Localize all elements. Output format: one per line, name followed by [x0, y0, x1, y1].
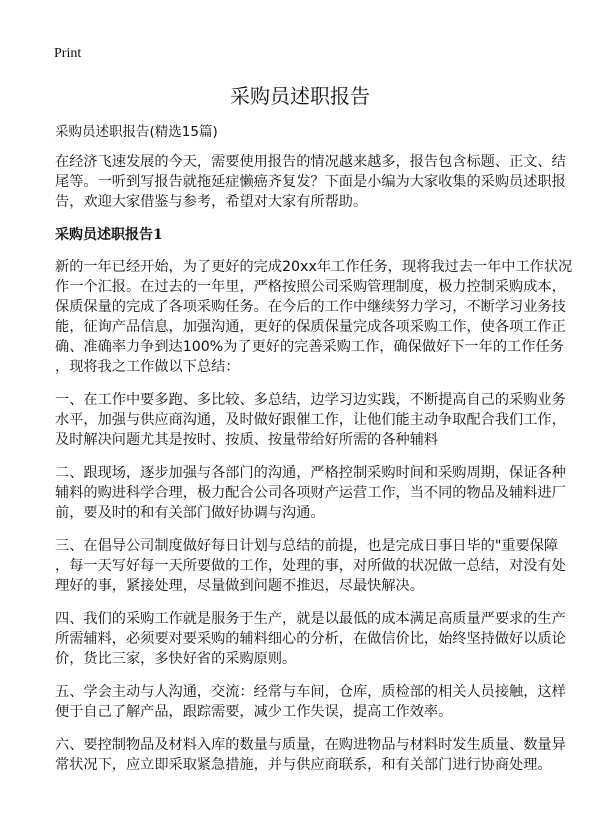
body-paragraph — [55, 536, 566, 596]
document-subtitle: 采购员述职报告(精选15篇) — [55, 124, 218, 140]
paragraph-line: 尾等。一听到写报告就拖延症懒癌齐复发？下面是小编为大家收集的采购员述职报 — [55, 174, 566, 190]
paragraph-line: 三、在倡导公司制度做好每日计划与总结的前提，也是完成日事日毕的"重要保障 — [55, 538, 559, 554]
paragraph-line: 一、在工作中要多跑、多比较、多总结，边学习边实践，不断提高自己的采购业务 — [55, 392, 566, 408]
page-title: 采购员述职报告 — [230, 84, 370, 108]
intro-paragraph — [55, 152, 566, 212]
print-link[interactable]: Print — [54, 46, 82, 61]
paragraph-line: 辅料的购进科学合理，极力配合公司各项财产运营工作，当不同的物品及辅料进厂 — [55, 485, 566, 501]
paragraph-line: 作一个汇报。在过去的一年里，严格按照公司采购管理制度，极力控制采购成本， — [55, 279, 566, 295]
paragraph-line: 六、要控制物品及材料入库的数量与质量，在购进物品与材料时发生质量、数量异 — [55, 737, 566, 753]
body-paragraph — [55, 390, 566, 450]
paragraph-line: ，现将我之工作做以下总结： — [55, 359, 240, 375]
paragraph-line: 水平，加强与供应商沟通，及时做好跟催工作，让他们能主动争取配合我们工作， — [55, 412, 566, 428]
paragraph-line: ，每一天写好每一天所要做的工作，处理的事，对所做的状况做一总结，对没有处 — [55, 558, 566, 574]
section-heading: 采购员述职报告1 — [55, 227, 163, 243]
paragraph-line: 确、准确率力争到达100%为了更好的完善采购工作，确保做好下一年的工作任务 — [55, 339, 564, 355]
document-body — [55, 122, 573, 788]
paragraph-line: 所需辅料，必须要对要采购的辅料细心的分析，在做信价比，始终坚持做好以质论 — [55, 631, 566, 647]
paragraph-line: 前，要及时的和有关部门做好协调与沟通。 — [55, 505, 325, 521]
paragraph-line: 能，征询产品信息，加强沟通，更好的保质保量完成各项采购工作，使各项工作正 — [55, 319, 566, 335]
paragraph-line: 常状况下，应立即采取紧急措施，并与供应商联系，和有关部门进行协商处理。 — [55, 757, 552, 773]
paragraph-line: 保质保量的完成了各项采购任务。在今后的工作中继续努力学习，不断学习业务技 — [55, 299, 566, 315]
paragraph-line: 及时解决问题尤其是按时、按质、按量带给好所需的各种辅料 — [55, 432, 439, 448]
paragraph-line: 价，货比三家，多快好省的采购原则。 — [55, 651, 297, 667]
paragraph-line: 理好的事，紧接处理，尽量做到问题不推迟，尽最快解决。 — [55, 578, 424, 594]
body-paragraph — [55, 463, 566, 523]
paragraph-line: 五、学会主动与人沟通，交流：经常与车间，仓库，质检部的相关人员接触，这样 — [55, 684, 566, 700]
paragraph-line: 新的一年已经开始，为了更好的完成20xx年工作任务，现将我过去一年中工作状况 — [55, 259, 573, 275]
paragraph-line: 告，欢迎大家借鉴与参考，希望对大家有所帮助。 — [55, 194, 368, 210]
body-paragraph — [55, 257, 573, 377]
section-paragraphs — [55, 257, 573, 775]
paragraph-line: 二、跟现场，逐步加强与各部门的沟通，严格控制采购时间和采购周期，保证各种 — [55, 465, 566, 481]
paragraph-line: 在经济飞速发展的今天，需要使用报告的情况越来越多，报告包含标题、正文、结 — [55, 154, 566, 170]
paragraph-line: 四、我们的采购工作就是服务于生产，就是以最低的成本满足高质量严要求的生产 — [55, 611, 566, 627]
body-paragraph — [55, 609, 566, 669]
body-paragraph — [55, 735, 566, 775]
body-paragraph — [55, 682, 566, 722]
paragraph-line: 便于自己了解产品，跟踪需要，减少工作失误，提高工作效率。 — [55, 704, 453, 720]
